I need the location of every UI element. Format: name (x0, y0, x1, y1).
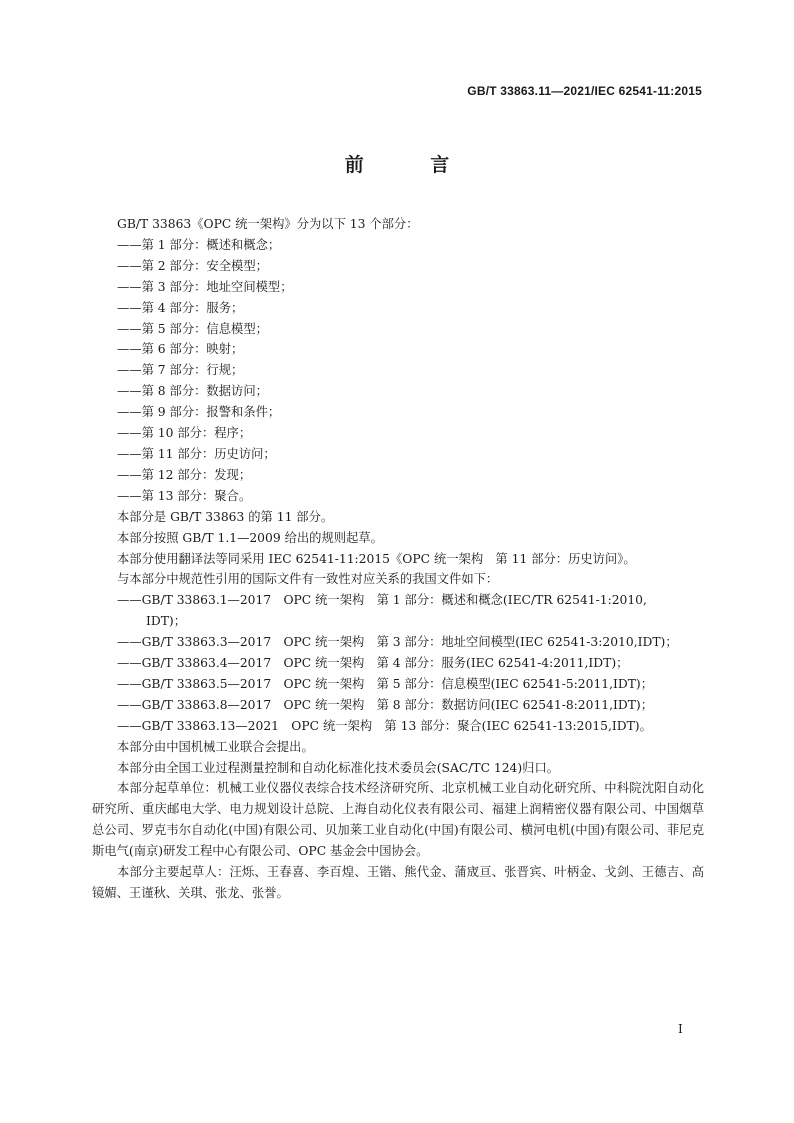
part-item: ——第 12 部分：发现； (117, 467, 252, 482)
reference-item (92, 590, 704, 632)
part-item: ——第 13 部分：聚合。 (117, 488, 252, 503)
part-item: ——第 2 部分：安全模型； (117, 258, 268, 273)
proposed-by: 本部分由中国机械工业联合会提出。 (117, 739, 314, 754)
part-item: ——第 11 部分：历史访问； (117, 446, 276, 461)
reference-item: ——GB/T 33863.3—2017 OPC 统一架构 第 3 部分：地址空间模型(IEC 62541-3:2010,IDT)； (117, 635, 678, 650)
intro-line: GB/T 33863《OPC 统一架构》分为以下 13 个部分： (117, 217, 419, 231)
references-list (92, 590, 704, 736)
page-number: I (678, 1022, 683, 1036)
part-item: ——第 10 部分：程序； (117, 426, 252, 441)
reference-item: ——GB/T 33863.8—2017 OPC 统一架构 第 8 部分：数据访问(IEC 62541-8:2011,IDT)； (117, 697, 654, 712)
standard-code-header: GB/T 33863.11—2021/IEC 62541-11:2015 (467, 84, 702, 98)
part-item: ——第 7 部分：行规； (117, 363, 244, 378)
centralized-by: 本部分由全国工业过程测量控制和自动化标准化技术委员会(SAC/TC 124)归口。 (117, 760, 560, 775)
part-item: ——第 5 部分：信息模型； (117, 321, 268, 336)
reference-item: ——GB/T 33863.5—2017 OPC 统一架构 第 5 部分：信息模型(IEC 62541-5:2011,IDT)； (117, 676, 654, 691)
part-item: ——第 6 部分：映射； (117, 342, 244, 357)
statement-references-intro: 与本部分中规范性引用的国际文件有一致性对应关系的我国文件如下： (117, 572, 499, 587)
reference-item-line: ——GB/T 33863.1—2017 OPC 统一架构 第 1 部分：概述和概念(IEC/TR 62541-1:2010, (117, 593, 647, 608)
part-item: ——第 8 部分：数据访问； (117, 384, 268, 399)
reference-item: ——GB/T 33863.13—2021 OPC 统一架构 第 13 部分：聚合(IEC 62541-13:2015,IDT)。 (117, 718, 652, 733)
part-item: ——第 4 部分：服务； (117, 300, 244, 315)
drafting-units: 本部分起草单位：机械工业仪器仪表综合技术经济研究所、北京机械工业自动化研究所、中科院沈阳自动化研究所、重庆邮电大学、电力规划设计总院、上海自动化仪表有限公司、福建上润精密仪器有限公司、中国烟草总公司、罗克韦尔自动化(中国)有限公司、贝加莱工业自动化(中国)有限公司、横河电机(中国)有限公司、菲尼克斯电气(南京)研发工程中心有限公司、OPC 基金会中国协会。 (92, 781, 704, 859)
foreword-body (92, 214, 704, 904)
reference-item-continuation: IDT)； (146, 614, 187, 629)
part-item: ——第 3 部分：地址空间模型； (117, 279, 293, 294)
part-item: ——第 1 部分：概述和概念； (117, 237, 281, 252)
page-title: 前 言 (344, 154, 480, 176)
reference-item: ——GB/T 33863.4—2017 OPC 统一架构 第 4 部分：服务(IEC 62541-4:2011,IDT)； (117, 656, 629, 671)
statement-adoption: 本部分使用翻译法等同采用 IEC 62541-11:2015《OPC 统一架构 第 11 部分：历史访问》。 (117, 551, 636, 566)
statement-part-number: 本部分是 GB/T 33863 的第 11 部分。 (117, 509, 334, 524)
statement-drafting-rules: 本部分按照 GB/T 1.1—2009 给出的规则起草。 (117, 530, 383, 545)
part-item: ——第 9 部分：报警和条件； (117, 405, 281, 420)
drafters: 本部分主要起草人：汪烁、王春喜、李百煌、王锴、熊代金、蒲宬亘、张晋宾、叶柄金、戈剑、王德吉、高镜媚、王谨秋、关琪、张龙、张誉。 (92, 865, 704, 900)
parts-list (92, 235, 704, 507)
